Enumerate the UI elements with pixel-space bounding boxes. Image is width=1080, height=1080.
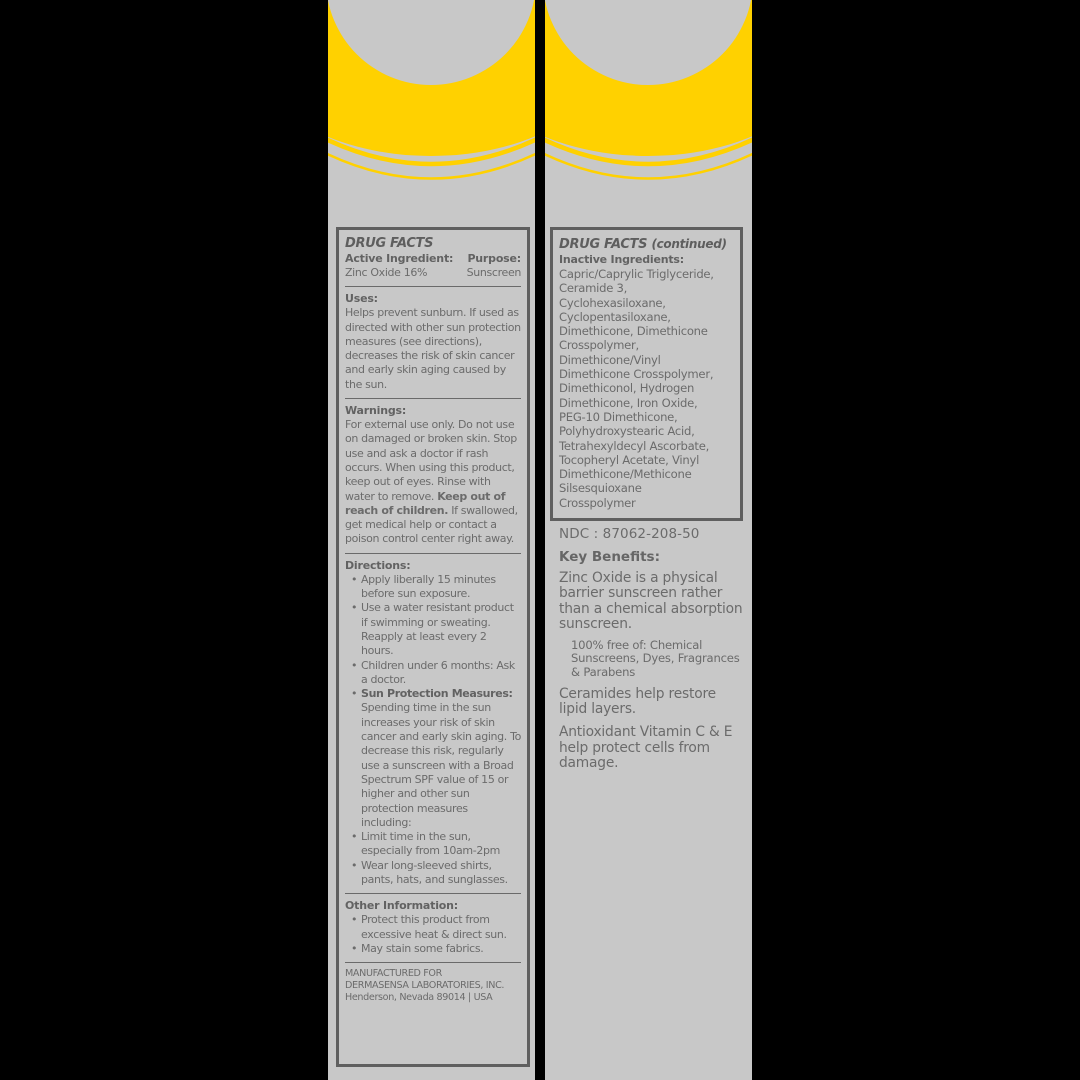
active-ingredient-label: Active Ingredient: bbox=[345, 252, 454, 265]
ingredient-line: Tetrahexyldecyl Ascorbate, bbox=[559, 438, 710, 453]
yellow-arc-decoration bbox=[545, 0, 752, 200]
benefit-zinc-oxide: Zinc Oxide is a physical barrier sunscreen rather than a chemical absorption sunscreen. bbox=[559, 570, 743, 632]
benefit-ceramides: Ceramides help restore lipid layers. bbox=[559, 685, 716, 718]
warnings-keep-away-children: Keep out of reach of children. bbox=[345, 489, 506, 517]
label-panel-right bbox=[545, 0, 752, 1080]
directions-item: • Limit time in the sun, especially from 10am-2pm bbox=[345, 830, 521, 859]
manufacturer-info bbox=[345, 968, 521, 1004]
divider bbox=[345, 962, 521, 963]
directions-item: • Apply liberally 15 minutes before sun exposure. bbox=[345, 573, 521, 602]
drug-facts-title: DRUG FACTS bbox=[559, 237, 648, 252]
directions-list bbox=[345, 573, 521, 888]
ingredient-line: Ceramide 3, bbox=[559, 281, 628, 296]
ingredient-line: Dimethicone Crosspolymer, bbox=[559, 367, 714, 382]
yellow-arc-decoration bbox=[328, 0, 535, 200]
manufacturer-line-1: MANUFACTURED FOR bbox=[345, 968, 442, 980]
ingredient-line: Polyhydroxystearic Acid, bbox=[559, 424, 695, 439]
directions-item: • Wear long-sleeved shirts, pants, hats, and sunglasses. bbox=[345, 859, 521, 888]
ingredient-line: Cyclopentasiloxane, bbox=[559, 309, 671, 324]
warnings-text-part-2: If swallowed, get medical help or contact a poison control center right away. bbox=[345, 503, 518, 546]
warnings-heading: Warnings: bbox=[345, 404, 407, 418]
uses-text: Helps prevent sunburn. If used as directed with other sun protection measures (see directions), decreases the risk of skin cancer and early skin aging caused by the sun. bbox=[345, 306, 521, 391]
ndc-number: NDC : 87062-208-50 bbox=[559, 526, 700, 542]
label-panel-left bbox=[328, 0, 535, 1080]
drug-facts-continued-box bbox=[550, 227, 743, 521]
purpose-value: Sunscreen bbox=[466, 266, 521, 279]
divider bbox=[345, 286, 521, 287]
key-benefits-section bbox=[559, 526, 745, 771]
ingredient-line: Dimethicone, Iron Oxide, bbox=[559, 395, 698, 410]
ingredient-line: Dimethicone/Vinyl bbox=[559, 352, 661, 367]
other-information-item: • Protect this product from excessive heat & direct sun. bbox=[345, 913, 521, 942]
ingredient-line: Dimethicone, Dimethicone bbox=[559, 324, 708, 339]
manufacturer-line-3: Henderson, Nevada 89014 | USA bbox=[345, 992, 493, 1004]
purpose-label: Purpose: bbox=[467, 252, 521, 265]
drug-facts-box bbox=[336, 227, 530, 1067]
benefit-antioxidants: Antioxidant Vitamin C & E help protect cells from damage. bbox=[559, 724, 733, 771]
directions-item: • Children under 6 months: Ask a doctor. bbox=[345, 659, 521, 688]
divider bbox=[345, 398, 521, 399]
ingredient-line: Crosspolymer, bbox=[559, 338, 639, 353]
active-ingredient-value: Zinc Oxide 16% bbox=[345, 266, 428, 279]
ingredient-line: Crosspolymer bbox=[559, 495, 636, 510]
divider bbox=[345, 893, 521, 894]
ingredient-line: Dimethicone/Methicone bbox=[559, 467, 692, 482]
drug-facts-continued-title bbox=[559, 236, 734, 253]
manufacturer-line-2: DERMASENSA LABORATORIES, INC. bbox=[345, 980, 505, 992]
directions-heading: Directions: bbox=[345, 558, 411, 572]
other-information-heading: Other Information: bbox=[345, 899, 458, 913]
continued-label: (continued) bbox=[651, 237, 727, 251]
drug-facts-title: DRUG FACTS bbox=[345, 236, 434, 251]
warnings-text-part-1: For external use only. Do not use on damaged or broken skin. Stop use and ask a doctor if rash occurs. When using this product, keep out of eyes. Rinse with water to remove. bbox=[345, 418, 517, 503]
ingredient-line: PEG-10 Dimethicone, bbox=[559, 409, 678, 424]
sun-protection-measures bbox=[345, 687, 521, 830]
other-information-item: • May stain some fabrics. bbox=[345, 942, 521, 956]
ingredient-line: Cyclohexasiloxane, bbox=[559, 295, 666, 310]
free-of-list: 100% free of: Chemical Sunscreens, Dyes, Fragrances & Parabens bbox=[571, 638, 740, 679]
ingredient-line: Capric/Caprylic Triglyceride, bbox=[559, 267, 714, 281]
directions-item: • Use a water resistant product if swimming or sweating. Reapply at least every 2 hours. bbox=[345, 601, 521, 658]
other-information-list bbox=[345, 913, 521, 956]
ingredient-line: Tocopheryl Acetate, Vinyl bbox=[559, 452, 700, 467]
uses-heading: Uses: bbox=[345, 292, 378, 306]
sun-protection-heading: Sun Protection Measures: bbox=[361, 687, 513, 701]
divider bbox=[345, 553, 521, 554]
ingredient-line: Silsesquioxane bbox=[559, 481, 642, 496]
ingredient-line: Dimethiconol, Hydrogen bbox=[559, 381, 695, 396]
inactive-ingredients-heading: Inactive Ingredients: bbox=[559, 253, 684, 266]
sun-protection-text: Spending time in the sun increases your risk of skin cancer and early skin aging. To decrease this risk, regularly use a sunscreen with a Broad Spectrum SPF value of 15 or higher and other sun protection measures including: bbox=[361, 701, 521, 829]
key-benefits-heading: Key Benefits: bbox=[559, 549, 660, 565]
warnings-text bbox=[345, 418, 521, 547]
inactive-ingredients-list bbox=[559, 267, 734, 510]
